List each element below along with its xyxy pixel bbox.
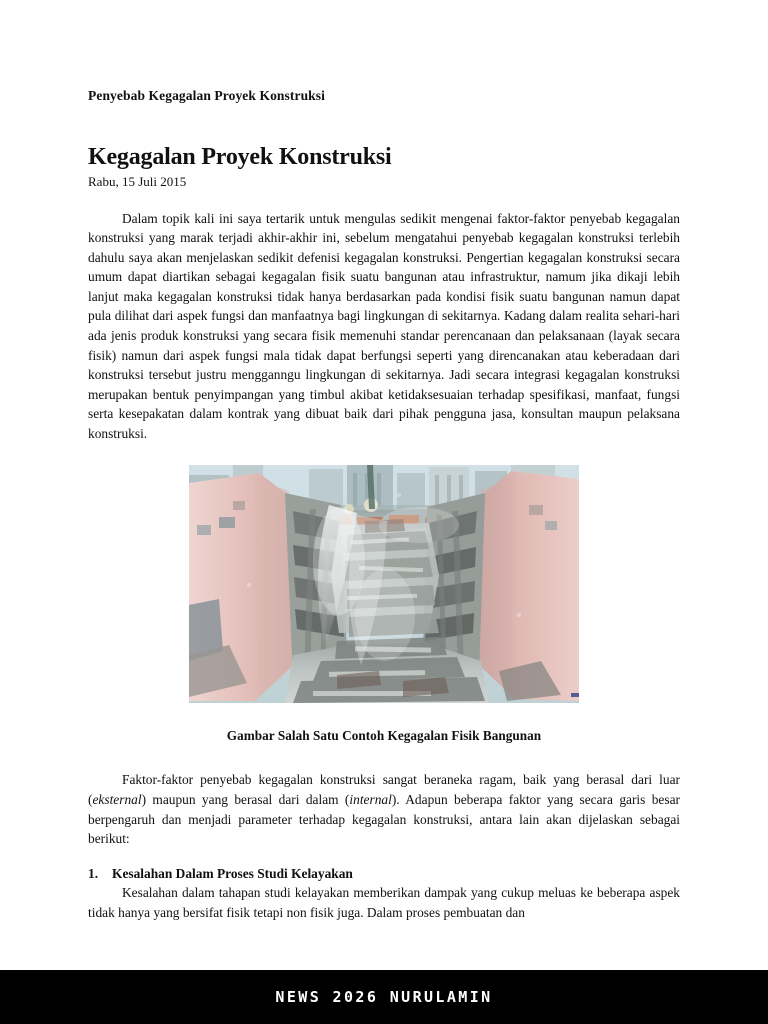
figure-block	[88, 465, 680, 744]
footer-watermark-text: NEWS 2026 NURULAMIN	[275, 988, 493, 1006]
list-item-body: Kesalahan dalam tahapan studi kelayakan memberikan dampak yang cukup meluas ke beberapa aspek tidak hanya yang bersifat fisik tetapi non fisik juga. Dalam proses pembuatan dan	[88, 885, 680, 920]
paragraph-factors-block	[88, 770, 680, 848]
collapsed-building-photo	[189, 465, 579, 703]
paragraph-factors-italic-internal: internal	[349, 791, 392, 807]
post-title: Kegagalan Proyek Konstruksi	[88, 144, 392, 171]
site-title: Penyebab Kegagalan Proyek Konstruksi	[88, 88, 325, 103]
list-item-number: 1.	[88, 865, 99, 881]
paragraph-factors-part1: Faktor-faktor penyebab kegagalan konstruksi sangat beraneka ragam, baik yang berasal dari luar (	[88, 772, 680, 807]
list-item-title: Kesalahan Dalam Proses Studi Kelayakan	[112, 865, 353, 881]
photo-illustration	[189, 465, 579, 703]
paragraph-intro: Dalam topik kali ini saya tertarik untuk mengulas sedikit mengenai faktor-faktor penyebab kegagalan konstruksi yang marak terjadi akhir-akhir ini, sebelum mengatahui penyebab kegagalan konstruksi terlebih dahulu saya akan menjelaskan sedikit defenisi kegagalan konstruksi. Pengertian kegagalan konstruksi secara umum dapat diartikan sebagai kegagalan fisik suatu bangunan atau infrastruktur, namum jika dikaji lebih lanjut maka kegagalan konstruksi tidak hanya berdasarkan pada kondisi fisik suatu bangunan namun dapat pula dilihat dari aspek fungsi dan manfaatnya bagi lingkungan di sekitarnya. Kadang dalam realita sehari-hari ada jenis produk konstruksi yang secara fisik memenuhi standar perencanaan dan pelaksanaan (layak secara fisik) namun dari aspek fungsi mala tidak dapat berfungsi seperti yang direncanakan atau keberadaan dari konstruksi tersebut justru mengganngu lingkungan di sekitarnya. Jadi secara integrasi kegagalan konstruksi merupakan bentuk penyimpangan yang timbul akibat ketidaksesuaian terhadap spesifikasi, manfaat, fungsi serta kesepakatan dalam kontrak yang dibuat baik dari pihak pengguna jasa, konsultan maupun pelaksana konstruksi.	[88, 210, 680, 441]
paragraph-factors-italic-eksternal: eksternal	[92, 791, 142, 807]
paragraph-factors	[88, 770, 680, 848]
post-date: Rabu, 15 Juli 2015	[88, 173, 187, 189]
list-item	[88, 865, 680, 923]
document-content	[88, 88, 680, 923]
list-item-heading	[88, 865, 680, 884]
paragraph-factors-part3: ). Adapun beberapa faktor yang secara garis besar berpengaruh dan menjadi parameter terhadap kegagalan konstruksi, antara lain akan dijelaskan sebagai berikut:	[88, 791, 680, 847]
figure-caption: Gambar Salah Satu Contoh Kegagalan Fisik Bangunan	[226, 728, 542, 744]
footer-bar	[0, 970, 768, 1024]
paragraph-factors-part2: ) maupun yang berasal dari dalam (	[141, 791, 350, 807]
